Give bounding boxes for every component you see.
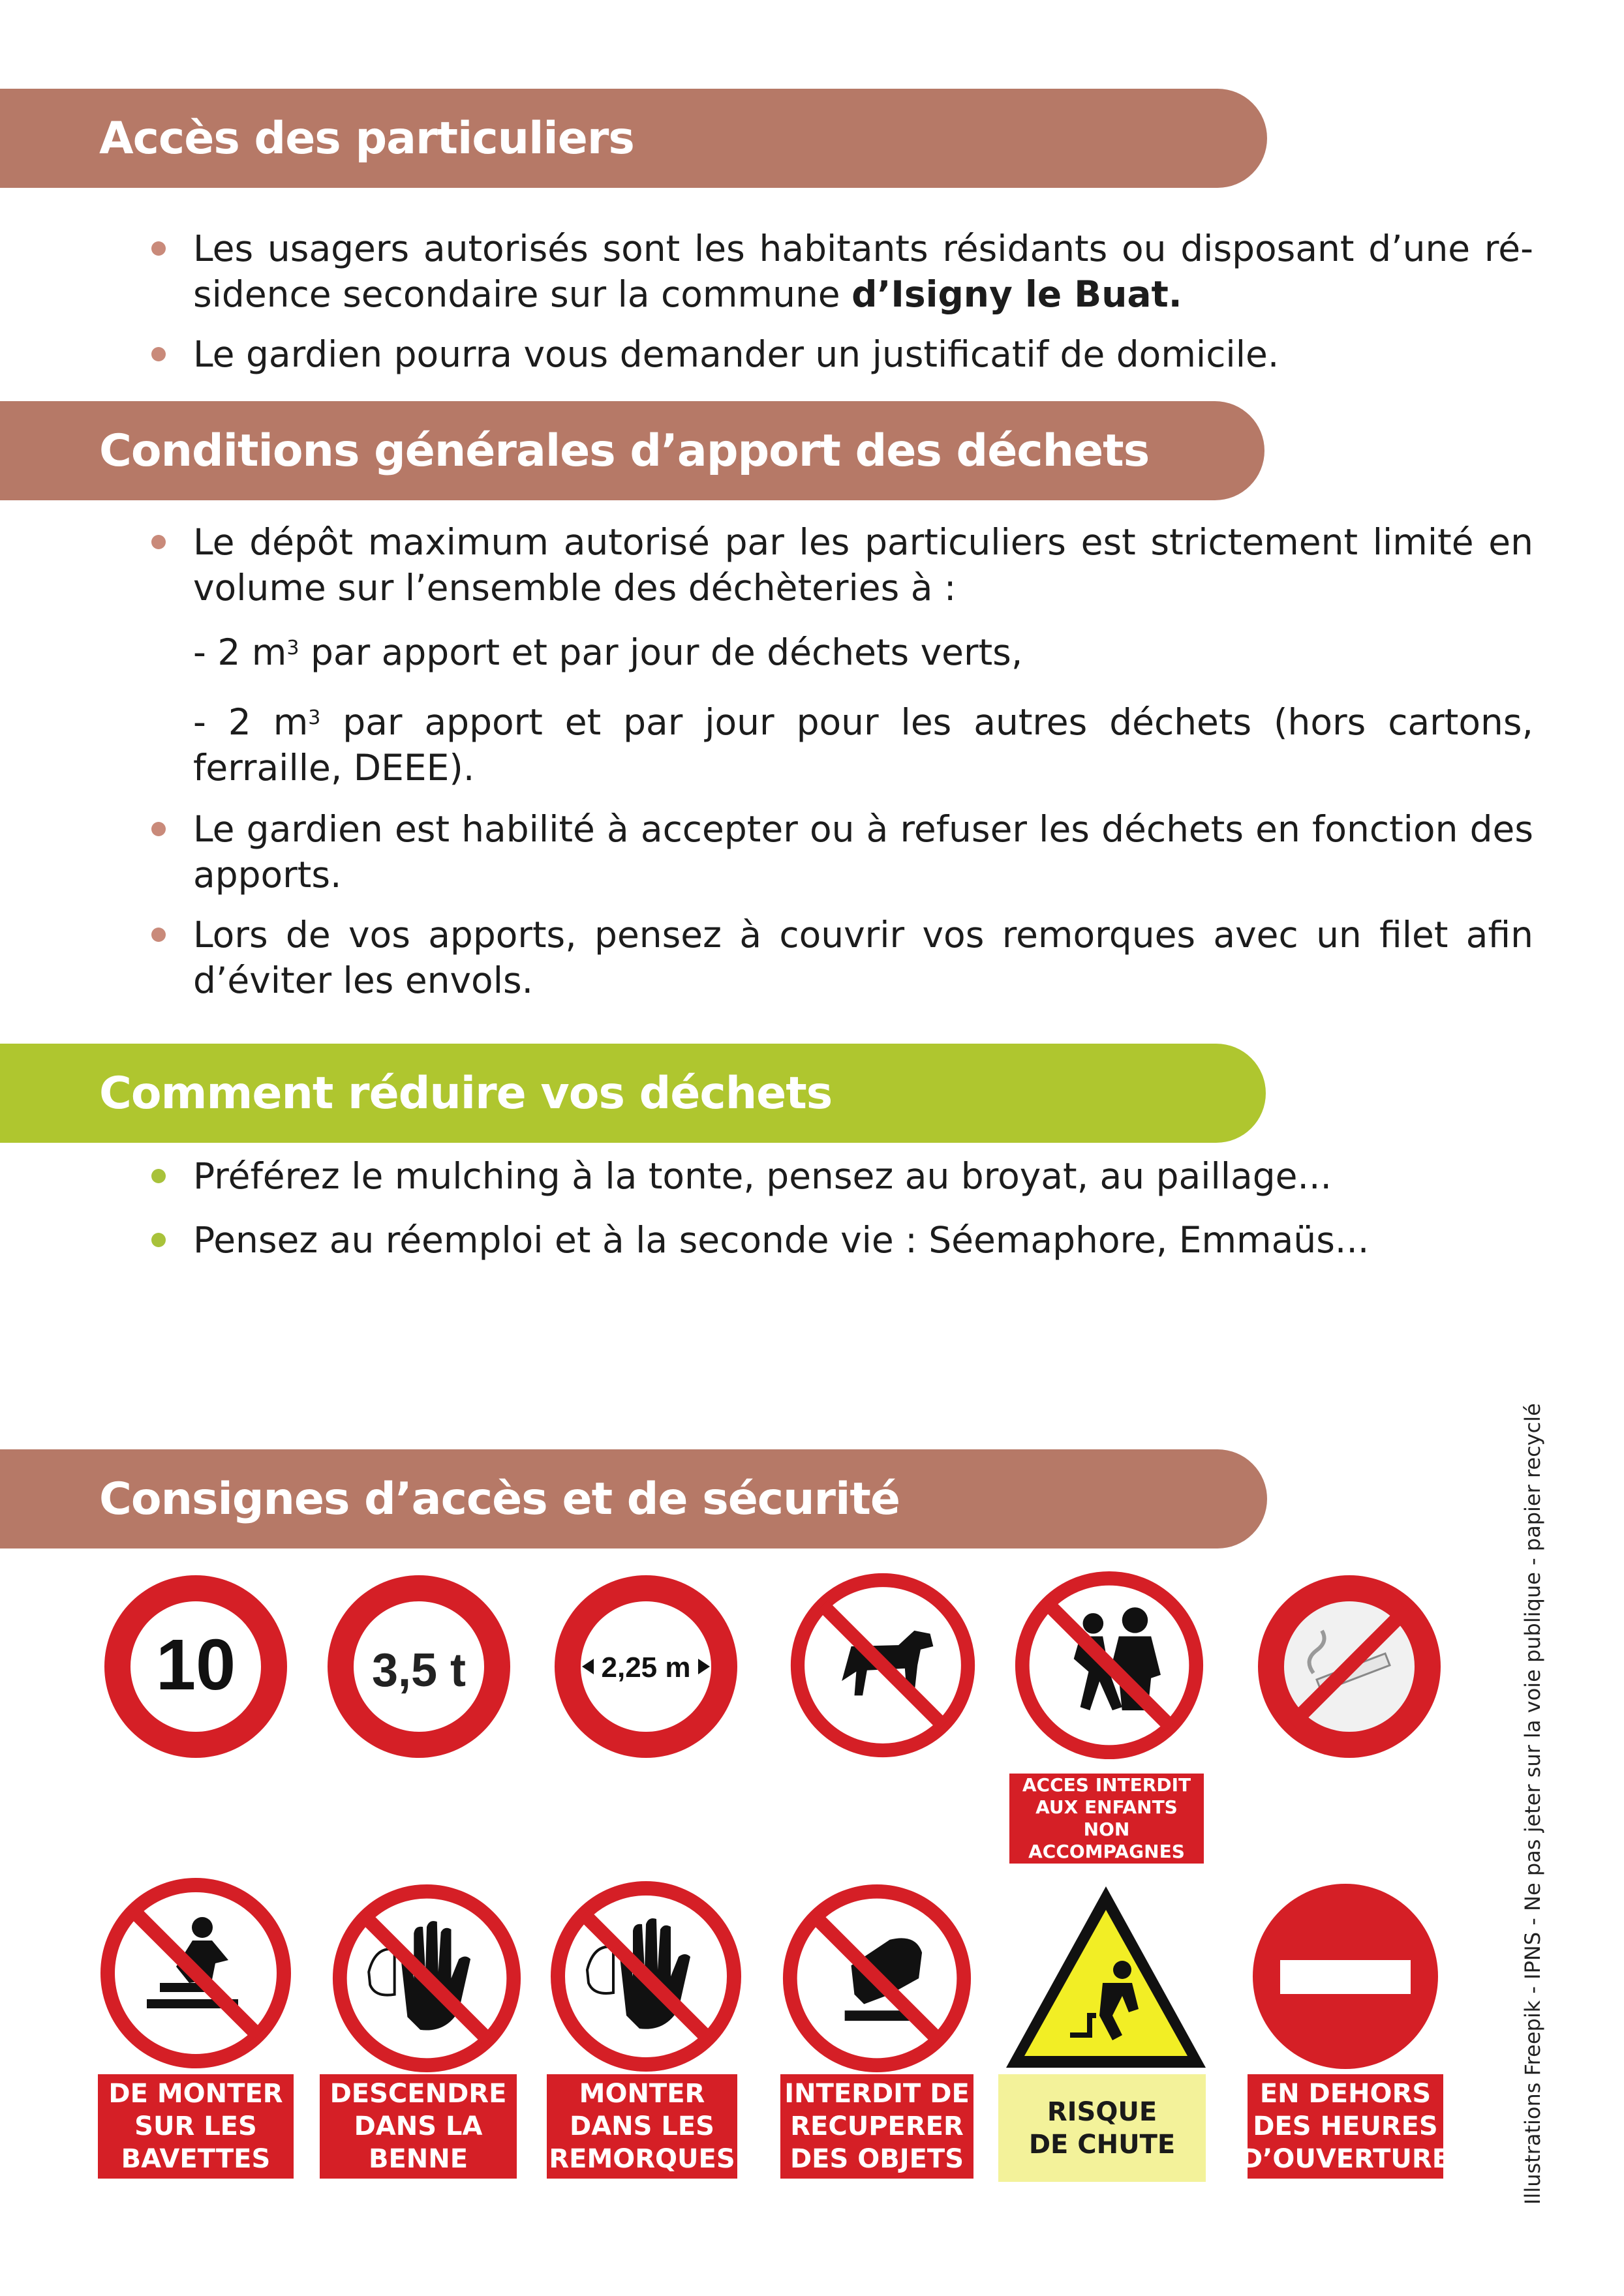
bullet-icon bbox=[151, 535, 166, 549]
list-item: Préférez le mulching à la tonte, pensez au broyat, au paillage... bbox=[144, 1153, 1533, 1199]
sub-item: - 2 $m^3$ par apport et par jour de déchets verts, bbox=[193, 631, 1023, 673]
svg-text:2,25 m: 2,25 m bbox=[601, 1652, 691, 1684]
list-item: Le gardien est habilité à accepter ou à refuser les déchets en fonction des apports. bbox=[144, 806, 1533, 898]
access-list bbox=[144, 226, 1533, 391]
speed-limit-icon bbox=[98, 1569, 294, 1764]
section-title: Conditions générales d’apport des déchets bbox=[99, 425, 1150, 477]
list-item: Le dépôt maximum autorisé par les particuliers est strictement limité en volume sur l’ensemble des déchèteries à : bbox=[144, 519, 1533, 611]
no-climbing-icon bbox=[98, 1875, 294, 2071]
no-entry-icon bbox=[1248, 1879, 1443, 2074]
no-children-icon bbox=[1013, 1569, 1206, 1762]
section-banner-safety bbox=[0, 1449, 1267, 1548]
conditions-list-2 bbox=[144, 806, 1533, 1018]
reduce-list bbox=[144, 1153, 1533, 1277]
label-no-descending: DESCENDRE DANS LA BENNE bbox=[320, 2074, 517, 2179]
bullet-icon bbox=[151, 928, 166, 942]
bullet-icon bbox=[151, 1169, 166, 1183]
no-entry-hand-icon bbox=[548, 1879, 744, 2074]
list-item: Les usagers autorisés sont les habitants résidants ou disposant d’une ré-sidence secondaire sur la commune d’Isigny le Buat. bbox=[144, 226, 1533, 317]
bullet-icon bbox=[151, 822, 166, 836]
section-banner-conditions bbox=[0, 401, 1264, 500]
section-banner-access bbox=[0, 89, 1267, 188]
sub-item: - 2 $m^3$ par apport et par jour pour les autres déchets (hors cartons, ferraille, DEEE). bbox=[193, 701, 1533, 789]
label-outside-hours: EN DEHORS DES HEURES D’OUVERTURE bbox=[1248, 2074, 1443, 2179]
no-picking-up-icon bbox=[780, 1882, 973, 2075]
bullet-icon bbox=[151, 347, 166, 361]
label-no-climbing: DE MONTER SUR LES BAVETTES bbox=[98, 2074, 294, 2179]
weight-limit-icon bbox=[321, 1569, 517, 1764]
list-item: Lors de vos apports, pensez à couvrir vos remorques avec un filet afin d’éviter les envols. bbox=[144, 912, 1533, 1003]
conditions-list bbox=[144, 519, 1533, 625]
fall-risk-icon bbox=[998, 1879, 1214, 2074]
svg-text:10: 10 bbox=[155, 1625, 236, 1705]
section-title: Consignes d’accès et de sécurité bbox=[99, 1473, 900, 1525]
no-dogs-icon bbox=[788, 1571, 977, 1760]
credits-text: Illustrations Freepik - IPNS - Ne pas jeter sur la voie publique - papier recyclé bbox=[1520, 1403, 1545, 2205]
children-warning-label: ACCES INTERDIT AUX ENFANTS NON ACCOMPAGNES bbox=[1009, 1774, 1204, 1864]
svg-text:3,5 t: 3,5 t bbox=[371, 1644, 467, 1697]
width-limit-icon bbox=[548, 1569, 744, 1764]
no-smoking-icon bbox=[1251, 1569, 1447, 1764]
bullet-icon bbox=[151, 1233, 166, 1247]
section-title: Accès des particuliers bbox=[99, 112, 634, 164]
label-no-picking-up: INTERDIT DE RECUPERER DES OBJETS bbox=[780, 2074, 973, 2179]
section-title: Comment réduire vos déchets bbox=[99, 1067, 833, 1119]
list-item: Le gardien pourra vous demander un justificatif de domicile. bbox=[144, 331, 1533, 377]
list-item: Pensez au réemploi et à la seconde vie : Séemaphore, Emmaüs... bbox=[144, 1217, 1533, 1263]
label-fall-risk: RISQUE DE CHUTE bbox=[998, 2074, 1206, 2182]
bullet-icon bbox=[151, 241, 166, 256]
section-banner-reduce bbox=[0, 1044, 1266, 1143]
label-no-trailer-climbing: MONTER DANS LES REMORQUES bbox=[547, 2074, 737, 2179]
no-entry-hand-icon bbox=[330, 1882, 523, 2075]
